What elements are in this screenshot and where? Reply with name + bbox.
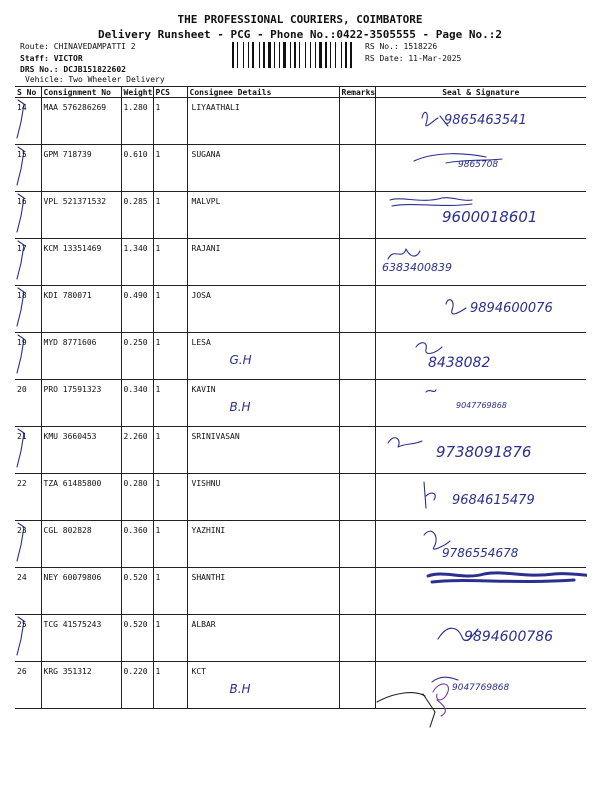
cell-remarks [339, 662, 375, 709]
cell-consignee [187, 145, 339, 192]
cell-weight: 0.280 [121, 474, 153, 521]
sno-value: 17 [17, 244, 27, 253]
cell-consignment: TZA 61485800 [41, 474, 121, 521]
table-row [15, 380, 586, 427]
cell-pcs: 1 [153, 239, 187, 286]
signature-scribble [376, 145, 587, 187]
staff-line [20, 54, 83, 63]
sno-value: 23 [17, 526, 27, 535]
consignee-name: YAZHINI [191, 526, 226, 535]
table-header [15, 87, 586, 98]
signature-phone-note: 9894600076 [469, 301, 553, 316]
sno-value: 14 [17, 103, 27, 112]
cell-sno [15, 380, 41, 427]
cell-consignee [187, 286, 339, 333]
signature-scribble [376, 521, 587, 563]
cell-remarks [339, 568, 375, 615]
cell-signature [375, 333, 586, 380]
consignee-name: JOSA [191, 291, 211, 300]
cell-weight: 0.250 [121, 333, 153, 380]
table-row [15, 427, 586, 474]
cell-remarks [339, 286, 375, 333]
consignee-name: MALVPL [191, 197, 221, 206]
consignee-name: LIYAATHALI [191, 103, 240, 112]
cell-weight: 0.340 [121, 380, 153, 427]
sno-value: 25 [17, 620, 27, 629]
col-consignment: Consignment No [41, 87, 121, 98]
col-sno: S No [15, 87, 41, 98]
cell-pcs: 1 [153, 333, 187, 380]
cell-signature [375, 615, 586, 662]
signature-scribble [376, 427, 587, 469]
cell-consignment: KCM 13351469 [41, 239, 121, 286]
consignee-name: SHANTHI [191, 573, 226, 582]
cell-signature [375, 239, 586, 286]
cell-consignment: MAA 576286269 [41, 98, 121, 145]
signature-phone-note: 6383400839 [381, 261, 452, 274]
signature-phone-note: 9865463541 [443, 113, 527, 128]
sno-value: 16 [17, 197, 27, 206]
cell-sno [15, 427, 41, 474]
cell-sno [15, 521, 41, 568]
signature-phone-note: 9786554678 [441, 546, 518, 560]
cell-remarks [339, 474, 375, 521]
rs-date: RS Date: 11-Mar-2025 [365, 54, 462, 63]
cell-consignee [187, 333, 339, 380]
cell-remarks [339, 239, 375, 286]
cell-weight: 1.340 [121, 239, 153, 286]
table-row [15, 662, 586, 709]
signature-scribble [376, 239, 587, 281]
sno-value: 26 [17, 667, 27, 676]
cell-remarks [339, 380, 375, 427]
cell-sno [15, 662, 41, 709]
cell-weight: 2.260 [121, 427, 153, 474]
cell-pcs: 1 [153, 145, 187, 192]
staff-value: VICTOR [53, 54, 83, 63]
cell-signature [375, 380, 586, 427]
cell-weight: 0.220 [121, 662, 153, 709]
handwritten-remark: G.H [229, 353, 252, 367]
cell-consignee [187, 615, 339, 662]
col-pcs: PCS [153, 87, 187, 98]
col-signature: Seal & Signature [375, 87, 586, 98]
signature-phone-note: 9047769868 [451, 683, 509, 693]
cell-consignment: KRG 351312 [41, 662, 121, 709]
cell-consignee [187, 192, 339, 239]
cell-pcs: 1 [153, 192, 187, 239]
cell-sno [15, 239, 41, 286]
consignee-name: KAVIN [191, 385, 216, 394]
barcode [232, 42, 357, 68]
table-row [15, 239, 586, 286]
bottom-scribble [375, 672, 465, 742]
cell-pcs: 1 [153, 568, 187, 615]
col-remarks: Remarks [339, 87, 375, 98]
consignee-name: SRINIVASAN [191, 432, 240, 441]
cell-consignment: CGL 802828 [41, 521, 121, 568]
cell-sno [15, 98, 41, 145]
cell-signature [375, 192, 586, 239]
signature-scribble [376, 98, 587, 140]
consignee-name: ALBAR [191, 620, 216, 629]
signature-phone-note: 9684615479 [451, 493, 535, 508]
signature-scribble [376, 568, 587, 610]
handwritten-remark: B.H [229, 682, 251, 696]
cell-consignee [187, 380, 339, 427]
company-title: THE PROFESSIONAL COURIERS, COIMBATORE [177, 13, 423, 26]
cell-signature [375, 474, 586, 521]
cell-consignee [187, 521, 339, 568]
cell-signature [375, 145, 586, 192]
cell-pcs: 1 [153, 521, 187, 568]
cell-weight: 0.520 [121, 568, 153, 615]
cell-pcs: 1 [153, 98, 187, 145]
rs-number: RS No.: 1518226 [365, 42, 438, 51]
route-label: Route: CHINAVEDAMPATTI 2 [20, 42, 136, 51]
vehicle-type: Vehicle: Two Wheeler Delivery [25, 75, 165, 84]
cell-remarks [339, 333, 375, 380]
cell-pcs: 1 [153, 474, 187, 521]
signature-phone-note: 8438082 [427, 355, 490, 371]
cell-consignee [187, 239, 339, 286]
cell-sno [15, 333, 41, 380]
consignee-name: RAJANI [191, 244, 221, 253]
signature-scribble [376, 333, 587, 375]
cell-consignment: NEY 60079806 [41, 568, 121, 615]
drs-number: DRS No.: DCJB151822602 [20, 65, 126, 74]
cell-pcs: 1 [153, 662, 187, 709]
signature-phone-note: 9894600786 [463, 629, 553, 645]
cell-consignee [187, 98, 339, 145]
cell-weight: 1.280 [121, 98, 153, 145]
cell-signature [375, 427, 586, 474]
cell-weight: 0.360 [121, 521, 153, 568]
table-row [15, 286, 586, 333]
cell-pcs: 1 [153, 380, 187, 427]
table-row [15, 615, 586, 662]
cell-consignee [187, 568, 339, 615]
cell-pcs: 1 [153, 286, 187, 333]
cell-pcs: 1 [153, 427, 187, 474]
table-row [15, 192, 586, 239]
sno-value: 15 [17, 150, 27, 159]
cell-sno [15, 145, 41, 192]
cell-consignment: GPM 718739 [41, 145, 121, 192]
sno-value: 20 [17, 385, 27, 394]
signature-scribble [376, 192, 587, 234]
cell-signature [375, 568, 586, 615]
cell-consignment: VPL 521371532 [41, 192, 121, 239]
cell-weight: 0.610 [121, 145, 153, 192]
cell-remarks [339, 427, 375, 474]
cell-consignment: KDI 780071 [41, 286, 121, 333]
signature-phone-note: 9600018601 [441, 208, 537, 226]
cell-consignee [187, 474, 339, 521]
cell-signature [375, 521, 586, 568]
signature-phone-note: 9738091876 [435, 443, 531, 461]
cell-consignment: KMU 3660453 [41, 427, 121, 474]
cell-weight: 0.490 [121, 286, 153, 333]
cell-remarks [339, 98, 375, 145]
cell-remarks [339, 521, 375, 568]
cell-consignment: TCG 41575243 [41, 615, 121, 662]
cell-pcs: 1 [153, 615, 187, 662]
table-row [15, 333, 586, 380]
cell-remarks [339, 192, 375, 239]
cell-sno [15, 192, 41, 239]
signature-scribble [376, 474, 587, 516]
cell-signature [375, 98, 586, 145]
signature-scribble [376, 286, 587, 328]
consignee-name: VISHNU [191, 479, 221, 488]
sno-value: 19 [17, 338, 27, 347]
sno-value: 18 [17, 291, 27, 300]
col-weight: Weight [121, 87, 153, 98]
cell-weight: 0.520 [121, 615, 153, 662]
cell-sno [15, 568, 41, 615]
cell-weight: 0.285 [121, 192, 153, 239]
cell-consignment: MYD 8771606 [41, 333, 121, 380]
table-row [15, 568, 586, 615]
cell-remarks [339, 615, 375, 662]
cell-consignee [187, 662, 339, 709]
signature-scribble [376, 380, 587, 422]
table-row [15, 521, 586, 568]
signature-scribble [376, 615, 587, 657]
cell-remarks [339, 145, 375, 192]
signature-phone-note: 9047769868 [455, 401, 507, 410]
cell-sno [15, 615, 41, 662]
cell-sno [15, 474, 41, 521]
col-consignee: Consignee Details [187, 87, 339, 98]
cell-consignee [187, 427, 339, 474]
consignee-name: KCT [191, 667, 206, 676]
runsheet-table [15, 86, 586, 709]
staff-label: Staff: [20, 54, 49, 63]
sno-value: 21 [17, 432, 27, 441]
sno-value: 24 [17, 573, 27, 582]
table-row [15, 98, 586, 145]
handwritten-remark: B.H [229, 400, 251, 414]
cell-sno [15, 286, 41, 333]
sno-value: 22 [17, 479, 27, 488]
consignee-name: LESA [191, 338, 211, 347]
table-row [15, 474, 586, 521]
cell-consignment: PRO 17591323 [41, 380, 121, 427]
table-row [15, 145, 586, 192]
signature-phone-note: 9865708 [457, 160, 498, 170]
runsheet-subtitle: Delivery Runsheet - PCG - Phone No.:0422-3505555 - Page No.:2 [98, 28, 502, 41]
consignee-name: SUGANA [191, 150, 221, 159]
cell-signature [375, 286, 586, 333]
